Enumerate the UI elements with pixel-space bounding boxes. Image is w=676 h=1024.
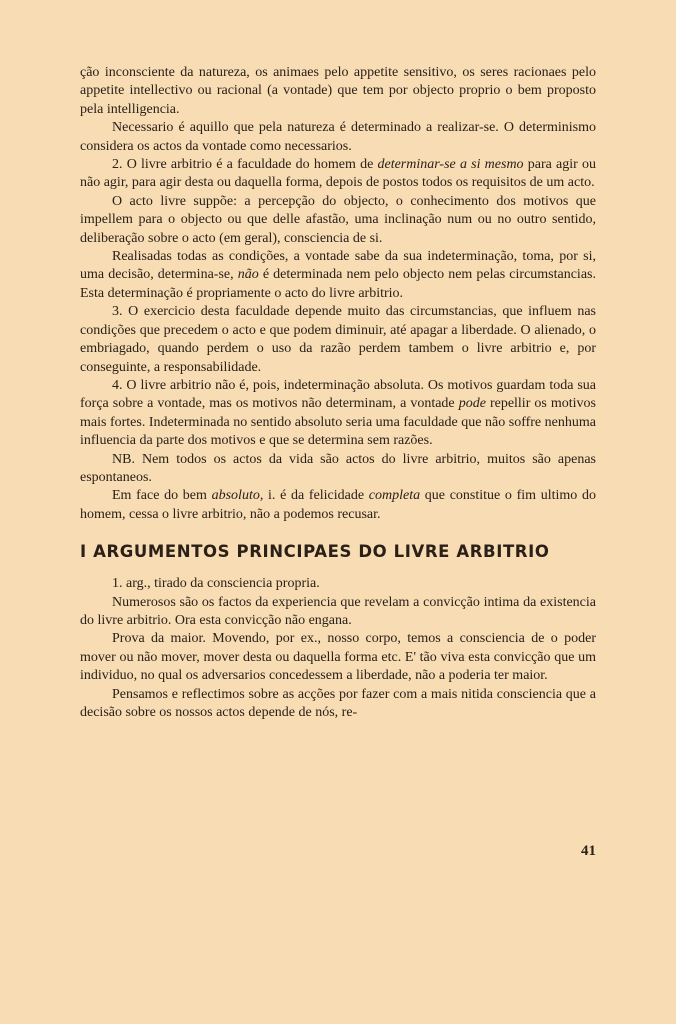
text-run: Necessario é aquillo que pela natureza é determinado a realizar-se. O determinismo considera os actos da vontade como necessarios. <box>80 120 596 154</box>
text-run: é determinada nem pelo objecto nem pelas circumstancias. Esta determinação é propriamente o acto do livre arbitrio. <box>80 267 596 301</box>
body-text-top <box>80 64 596 524</box>
text-run: para agir ou não agir, para agir desta ou daquella forma, depois de postos todos os requisitos de um acto. <box>80 157 597 191</box>
text-run: Prova da maior. Movendo, por ex., nosso corpo, temos a consciencia de o poder mover ou não mover, mover desta ou daquella forma etc. E' tão viva esta convicção que um individuo, no qual os adversarios concedessem a liberdade, não a poderia ter maior. <box>80 631 596 684</box>
text-run: Em face do bem <box>112 488 212 504</box>
paragraph <box>80 487 596 524</box>
text-run: Numerosos são os factos da experiencia que revelam a convicção intima da existencia do livre arbitrio. Ora esta convicção não engana. <box>80 594 596 628</box>
paragraph <box>80 594 596 631</box>
text-run: 2. O livre arbitrio é a faculdade do homem de <box>112 157 378 173</box>
paragraph <box>80 193 596 248</box>
italic-text: não <box>237 267 259 283</box>
paragraph <box>80 156 596 193</box>
italic-text: pode <box>458 396 486 412</box>
paragraph <box>80 575 596 593</box>
text-run: repellir os motivos mais fortes. Indeterminada no sentido absoluto seria uma faculdade que não soffre nenhuma influencia da parte dos motivos e que se determina sem razões. <box>80 396 596 449</box>
paragraph <box>80 248 596 303</box>
text-run: que constitue o fim ultimo do homem, cessa o livre arbitrio, não a podemos recusar. <box>80 488 596 522</box>
italic-text: determinar-se a si mesmo <box>377 157 524 173</box>
text-run: ção inconsciente da natureza, os animaes pelo appetite sensitivo, os seres racionaes pelo appetite intellectivo ou racional (a vontade) que tem por objecto proprio o bem proposto pela intelligencia. <box>80 65 596 117</box>
text-run: Pensamos e reflectimos sobre as acções por fazer com a mais nitida consciencia que a decisão sobre os nossos actos depende de nós, re- <box>80 686 596 720</box>
paragraph <box>80 377 596 451</box>
italic-text: absoluto <box>211 488 260 504</box>
text-run: , i. é da felicidade <box>259 488 369 504</box>
italic-text: completa <box>368 488 421 504</box>
body-text-bottom <box>80 575 596 722</box>
paragraph <box>80 686 596 723</box>
section-heading: I ARGUMENTOS PRINCIPAES DO LIVRE ARBITRIO <box>80 542 550 562</box>
paragraph <box>80 119 596 156</box>
page-number: 41 <box>581 843 596 859</box>
paragraph <box>80 64 596 119</box>
paragraph <box>80 303 596 377</box>
text-run: 3. O exercicio desta faculdade depende muito das circumstancias, que influem nas condições que precedem o acto e que podem diminuir, até apagar a liberdade. O alienado, o embriagado, quando perdem o uso da razão perdem tambem o livre arbitrio e, por conseguinte, a responsabilidade. <box>80 304 596 375</box>
text-run: 4. O livre arbitrio não é, pois, indeterminação absoluta. Os motivos guardam toda sua força sobre a vontade, mas os motivos não determinam, a vontade <box>80 377 596 412</box>
paragraph <box>80 630 596 685</box>
paragraph <box>80 451 596 488</box>
text-run: O acto livre suppõe: a percepção do objecto, o conhecimento dos motivos que impellem para o objecto ou que delle afastão, uma inclinação num ou no outro sentido, deliberação sobre o acto (em geral), consciencia de si. <box>80 193 596 246</box>
text-run: NB. Nem todos os actos da vida são actos do livre arbitrio, muitos são apenas espontaneos. <box>80 451 596 485</box>
text-run: 1. arg., tirado da consciencia propria. <box>112 576 320 592</box>
text-run: Realisadas todas as condições, a vontade sabe da sua indeterminação, toma, por si, uma decisão, determina-se, <box>80 249 596 283</box>
